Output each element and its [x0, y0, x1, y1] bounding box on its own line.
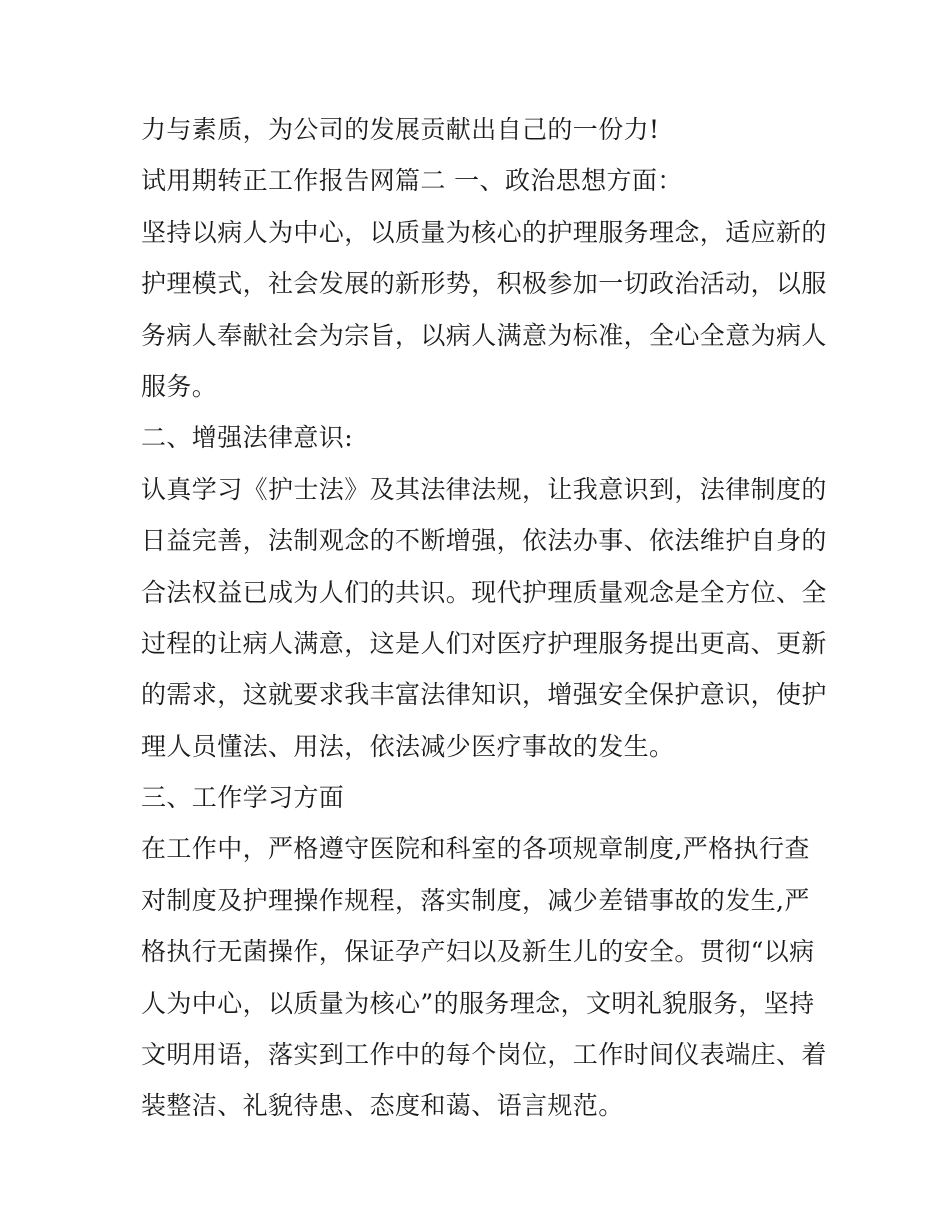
document-body	[141, 104, 827, 1132]
section-heading-line: 试用期转正工作报告网篇二 一、政治思想方面：	[141, 166, 683, 196]
text-line: 格执行无菌操作，保证孕产妇以及新生儿的安全。贯彻“以病	[141, 937, 815, 967]
section-heading-line: 二、增强法律意识:	[141, 423, 354, 453]
text-line: 人为中心，以质量为核心”的服务理念，文明礼貌服务，坚持	[141, 988, 815, 1018]
text-line: 服务。	[141, 371, 218, 401]
text-line: 认真学习《护士法》及其法律法规，让我意识到，法律制度的	[141, 474, 827, 504]
text-line: 对制度及护理操作规程，落实制度，减少差错事故的发生,严	[141, 885, 810, 915]
text-line: 务病人奉献社会为宗旨，以病人满意为标准，全心全意为病人	[141, 320, 827, 350]
text-line: 合法权益已成为人们的共识。现代护理质量观念是全方位、全	[141, 577, 827, 607]
text-line: 理人员懂法、用法，依法减少医疗事故的发生。	[141, 731, 675, 761]
text-line: 日益完善，法制观念的不断增强，依法办事、依法维护自身的	[141, 526, 827, 556]
text-line: 过程的让病人满意，这是人们对医疗护理服务提出更高、更新	[141, 628, 827, 658]
text-line: 的需求，这就要求我丰富法律知识，增强安全保护意识，使护	[141, 680, 827, 710]
text-line: 护理模式，社会发展的新形势，积极参加一切政治活动，以服	[141, 269, 827, 299]
section-heading-line: 三、工作学习方面	[141, 783, 345, 813]
text-line: 力与素质，为公司的发展贡献出自己的一份力!	[141, 115, 660, 144]
text-line: 装整洁、礼貌待患、态度和蔼、语言规范。	[141, 1091, 624, 1121]
text-line: 在工作中，严格遵守医院和科室的各项规章制度,严格执行查	[141, 834, 810, 864]
text-line: 坚持以病人为中心，以质量为核心的护理服务理念，适应新的	[141, 217, 827, 247]
text-line: 文明用语，落实到工作中的每个岗位，工作时间仪表端庄、着	[141, 1040, 827, 1070]
